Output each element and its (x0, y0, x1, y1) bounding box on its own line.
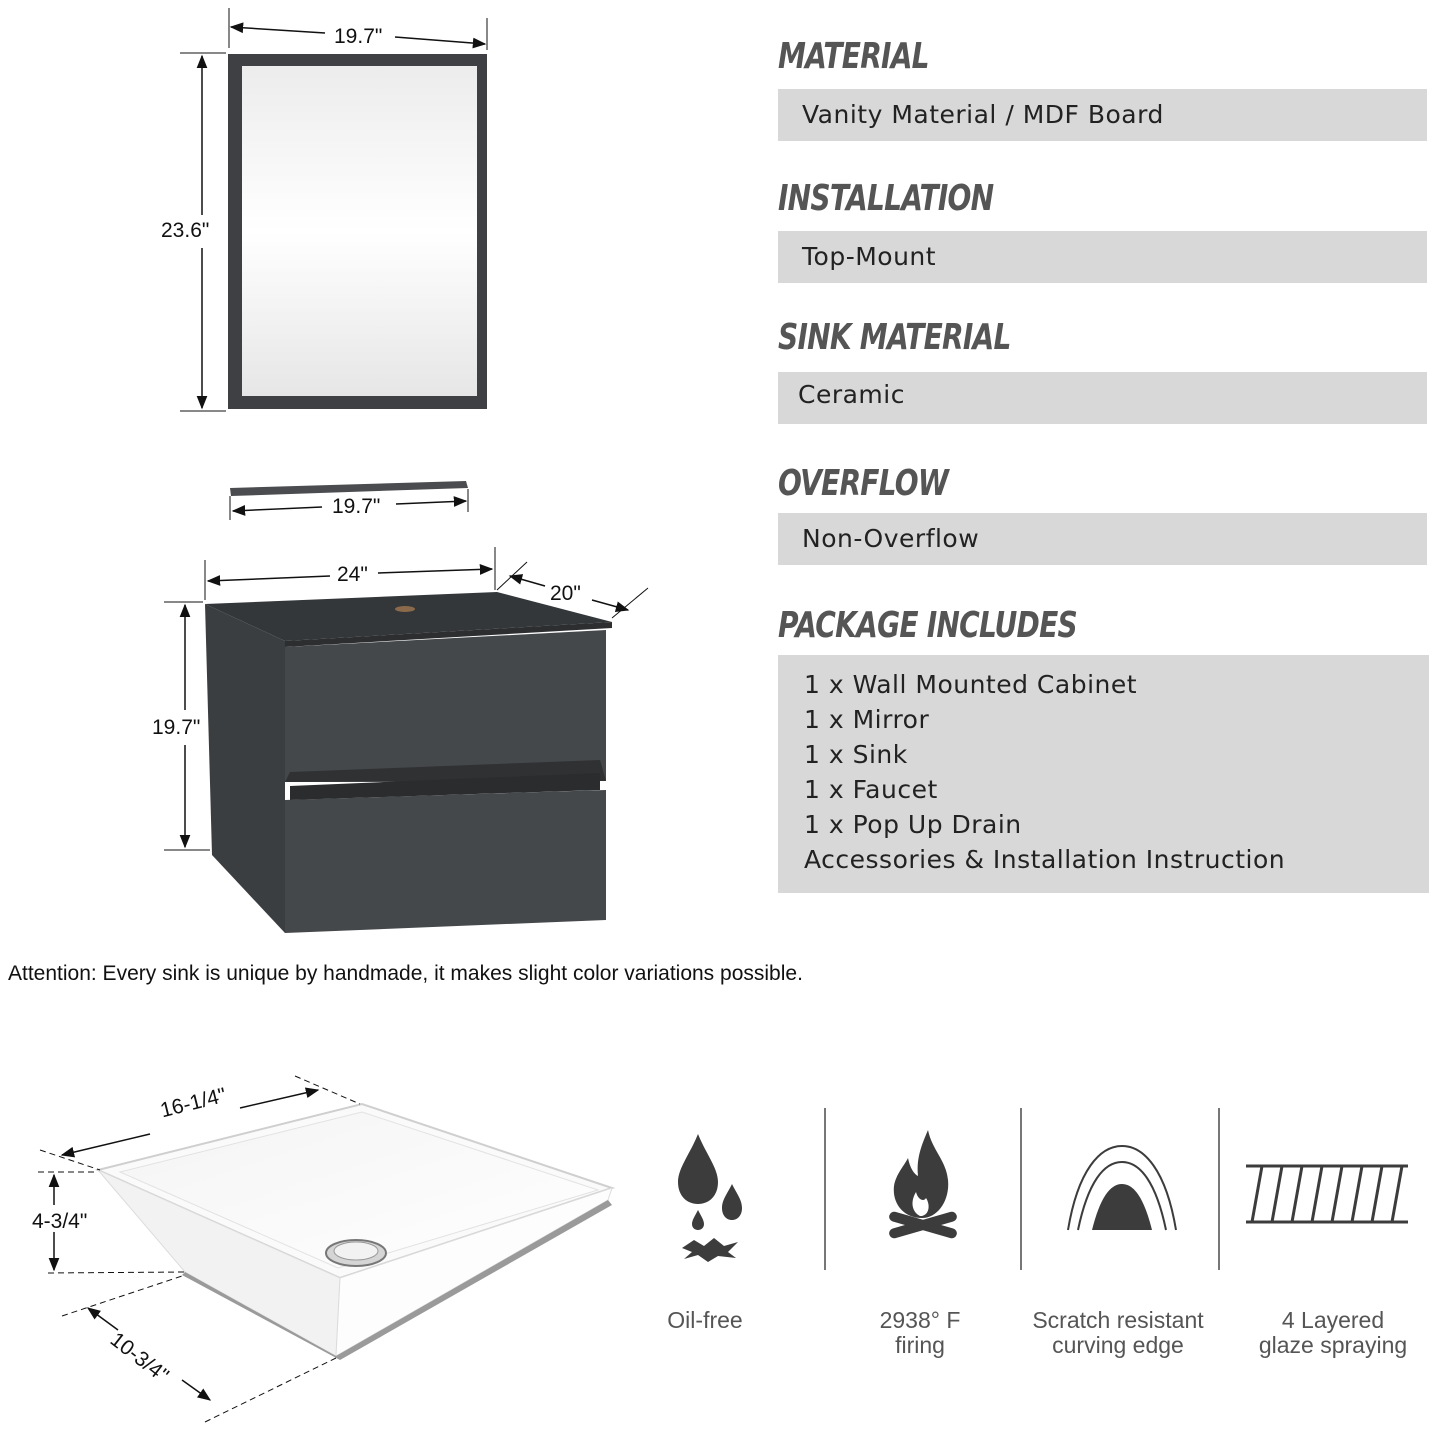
spec-heading-overflow: OVERFLOW (778, 463, 949, 504)
feature-label: glaze spraying (1258, 1332, 1408, 1358)
feature-divider (824, 1108, 826, 1270)
feature-scratch-resistant (1008, 1308, 1228, 1358)
spec-value-material: Vanity Material / MDF Board (778, 89, 1427, 141)
feature-firing (810, 1308, 1030, 1358)
mirror-height-label: 23.6" (161, 219, 210, 242)
glaze-layers-icon (1244, 1160, 1410, 1228)
feature-label: curving edge (1052, 1332, 1184, 1358)
spec-value-installation: Top-Mount (778, 231, 1427, 283)
package-item: 1 x Pop Up Drain (804, 810, 1022, 839)
cabinet (205, 592, 612, 933)
sink-length-label: 16-1/4" (158, 1083, 229, 1123)
fire-icon (882, 1128, 966, 1256)
spec-heading-installation: INSTALLATION (778, 178, 994, 219)
package-heading: PACKAGE INCLUDES (778, 605, 1077, 646)
mirror-width-label: 19.7" (334, 25, 383, 48)
feature-label: 4 Layered (1281, 1307, 1385, 1333)
package-item: 1 x Mirror (804, 705, 930, 734)
feature-glaze (1223, 1308, 1435, 1358)
spec-heading-sink-material: SINK MATERIAL (778, 317, 1011, 358)
spec-value-sink-material: Ceramic (778, 372, 1427, 424)
cabinet-depth-label: 20" (550, 582, 581, 605)
feature-oil-free (595, 1308, 815, 1333)
shelf (230, 481, 468, 496)
feature-label: 2938° F (879, 1307, 961, 1333)
shelf-width-label: 19.7" (332, 495, 381, 518)
package-item: Accessories & Installation Instruction (804, 845, 1286, 874)
feature-label: Oil-free (667, 1307, 743, 1333)
cabinet-width-label: 24" (337, 563, 368, 586)
spec-value-overflow: Non-Overflow (778, 513, 1427, 565)
package-item: 1 x Sink (804, 740, 908, 769)
attention-note: Attention: Every sink is unique by handmade, it makes slight color variations possible. (8, 962, 803, 985)
feature-divider (1218, 1108, 1220, 1270)
sink-width-label: 10-3/4" (105, 1328, 173, 1388)
spec-heading-material: MATERIAL (778, 36, 929, 77)
package-item: 1 x Wall Mounted Cabinet (804, 670, 1138, 699)
arch-icon (1062, 1140, 1184, 1232)
feature-divider (1020, 1108, 1022, 1270)
feature-label: Scratch resistant (1032, 1307, 1204, 1333)
product-drawing (0, 0, 720, 940)
oil-drop-icon (668, 1128, 752, 1268)
cabinet-height-label: 19.7" (152, 716, 201, 739)
package-list (778, 655, 1429, 893)
feature-label: firing (895, 1332, 945, 1358)
package-item: 1 x Faucet (804, 775, 938, 804)
mirror (228, 54, 487, 409)
vessel-sink (98, 1104, 612, 1360)
sink-height-label: 4-3/4" (32, 1210, 88, 1233)
sink-drawing (0, 1060, 640, 1436)
